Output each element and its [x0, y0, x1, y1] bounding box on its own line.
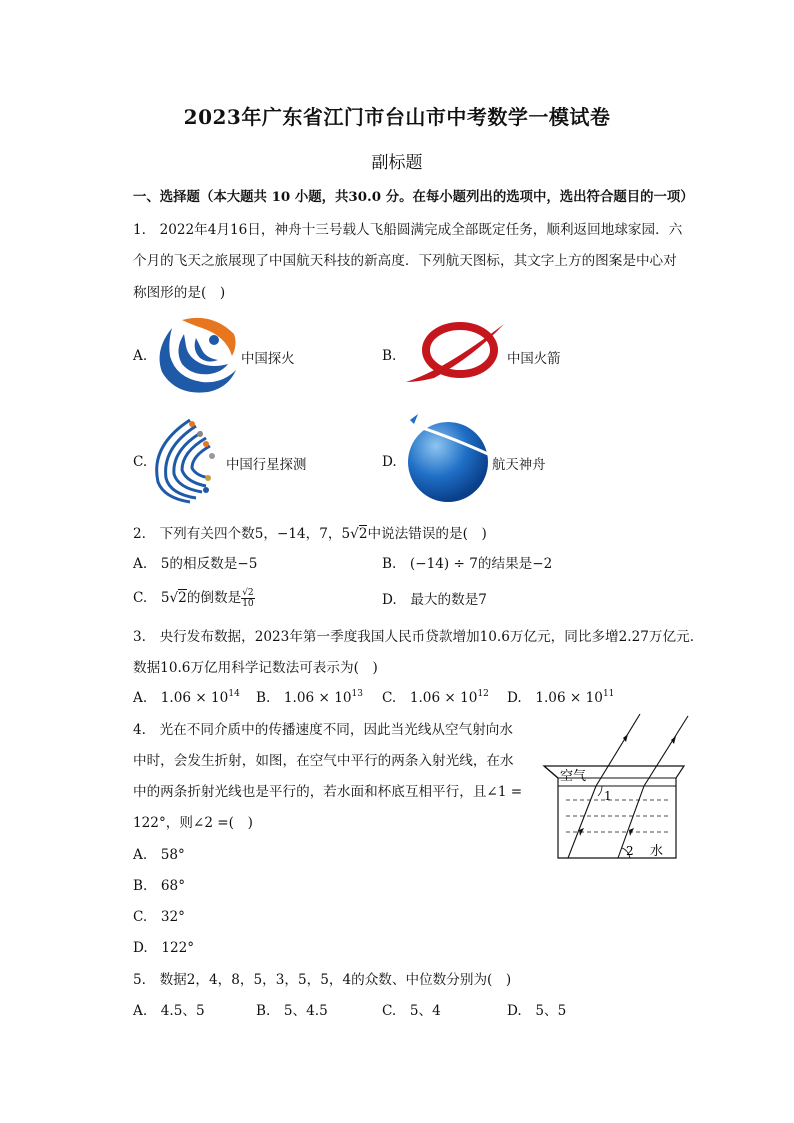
q3-option-b-exp: 13 — [351, 689, 363, 699]
q2-option-b: B. (−14) ÷ 7的结果是−2 — [382, 556, 553, 572]
planetary-exploration-logo-icon — [150, 416, 226, 504]
q1-option-a-letter: A. — [133, 348, 148, 364]
q3-line2: 数据10.6万亿用科学记数法可表示为( ) — [133, 660, 378, 676]
page-title: 2023年广东省江门市台山市中考数学一模试卷 — [183, 105, 611, 129]
figure-angle2-label: 2 — [626, 844, 634, 858]
q4-line3: 中的两条折射光线也是平行的，若水面和杯底互相平行，且∠1 = — [133, 784, 523, 800]
shenzhou-logo-icon — [404, 414, 494, 504]
figure-water-label: 水 — [650, 844, 664, 859]
q1-option-c-label: 中国行星探测 — [226, 458, 307, 473]
q2-stem — [133, 522, 487, 542]
q1-option-d-label: 航天神舟 — [492, 458, 546, 473]
q2-option-a: A. 5的相反数是−5 — [133, 556, 258, 572]
q4-line4: 122°，则∠2 =( ) — [133, 815, 253, 831]
q3-line1: 3. 央行发布数据，2023年第一季度我国人民币贷款增加10.6万亿元，同比多增2.27万亿元. — [133, 629, 695, 645]
q3-option-d-base: D. 1.06 × 10 — [507, 690, 603, 706]
q2-c-frac-den: 10 — [242, 599, 254, 609]
q1-line3: 称图形的是( ) — [133, 285, 226, 301]
q3-option-a-base: A. 1.06 × 10 — [133, 690, 229, 706]
q4-option-c: C. 32° — [133, 909, 185, 925]
q2-stem-b: 中说法错误的是( ) — [367, 526, 487, 542]
q2-c-fraction — [241, 588, 254, 609]
q3-option-a — [133, 686, 240, 706]
q2-c-b: 的倒数是 — [186, 590, 242, 606]
q3-option-a-exp: 14 — [228, 689, 240, 699]
refraction-figure — [540, 712, 690, 864]
china-mars-exploration-logo-icon — [152, 314, 242, 396]
q4-option-b: B. 68° — [133, 878, 185, 894]
q4-line2: 中时，会发生折射，如图，在空气中平行的两条入射光线，在水 — [133, 753, 514, 769]
q3-option-b-base: B. 1.06 × 10 — [256, 690, 352, 706]
q2-c-a: C. 5 — [133, 590, 170, 606]
q2-stem-a: 2. 下列有关四个数5，−14，7，5 — [133, 526, 351, 542]
china-rocket-logo-icon — [404, 320, 506, 384]
q2-c-frac-num: √2 — [242, 588, 254, 598]
q4-line1: 4. 光在不同介质中的传播速度不同，因此当光线从空气射向水 — [133, 722, 513, 738]
q3-option-c-exp: 12 — [477, 689, 489, 699]
q3-option-c — [382, 686, 489, 706]
q1-option-d-letter: D. — [382, 454, 397, 470]
q5-option-d: D. 5、5 — [507, 1003, 567, 1019]
q1-line2: 个月的飞天之旅展现了中国航天科技的新高度．下列航天图标，其文字上方的图案是中心对 — [133, 253, 677, 269]
q5-option-b: B. 5、4.5 — [256, 1003, 328, 1019]
q3-option-d-exp: 11 — [602, 689, 615, 699]
q2-stem-sqrt: 2 — [358, 526, 368, 542]
figure-air-label: 空气 — [560, 769, 587, 784]
q4-option-a: A. 58° — [133, 847, 185, 863]
q2-c-sqrt: 2 — [178, 590, 187, 606]
q1-option-b-letter: B. — [382, 348, 397, 364]
q2-option-c — [133, 586, 255, 609]
page-subtitle: 副标题 — [371, 153, 423, 173]
figure-angle1-label: 1 — [604, 789, 612, 803]
q1-option-a-label: 中国探火 — [241, 352, 295, 367]
q1-line1: 1. 2022年4月16日，神舟十三号载人飞船圆满完成全部既定任务，顺利返回地球家园．六 — [133, 222, 683, 238]
q2-option-d: D. 最大的数是7 — [382, 592, 487, 608]
q4-option-d: D. 122° — [133, 940, 195, 956]
q3-option-c-base: C. 1.06 × 10 — [382, 690, 478, 706]
q1-option-c-letter: C. — [133, 454, 148, 470]
q1-option-b-label: 中国火箭 — [507, 352, 561, 367]
q5-option-a: A. 4.5、5 — [133, 1003, 205, 1019]
q5-option-c: C. 5、4 — [382, 1003, 441, 1019]
q5-stem: 5. 数据2，4，8，5，3，5，5，4的众数、中位数分别为( ) — [133, 972, 512, 988]
q2-sqrt-icon: √ — [350, 526, 359, 542]
section-heading: 一、选择题（本大题共 10 小题，共30.0 分。在每小题列出的选项中，选出符合题目的一项） — [133, 189, 694, 205]
q3-option-b — [256, 686, 363, 706]
q3-option-d — [507, 686, 614, 706]
q2-c-sqrt-icon: √ — [169, 590, 179, 606]
